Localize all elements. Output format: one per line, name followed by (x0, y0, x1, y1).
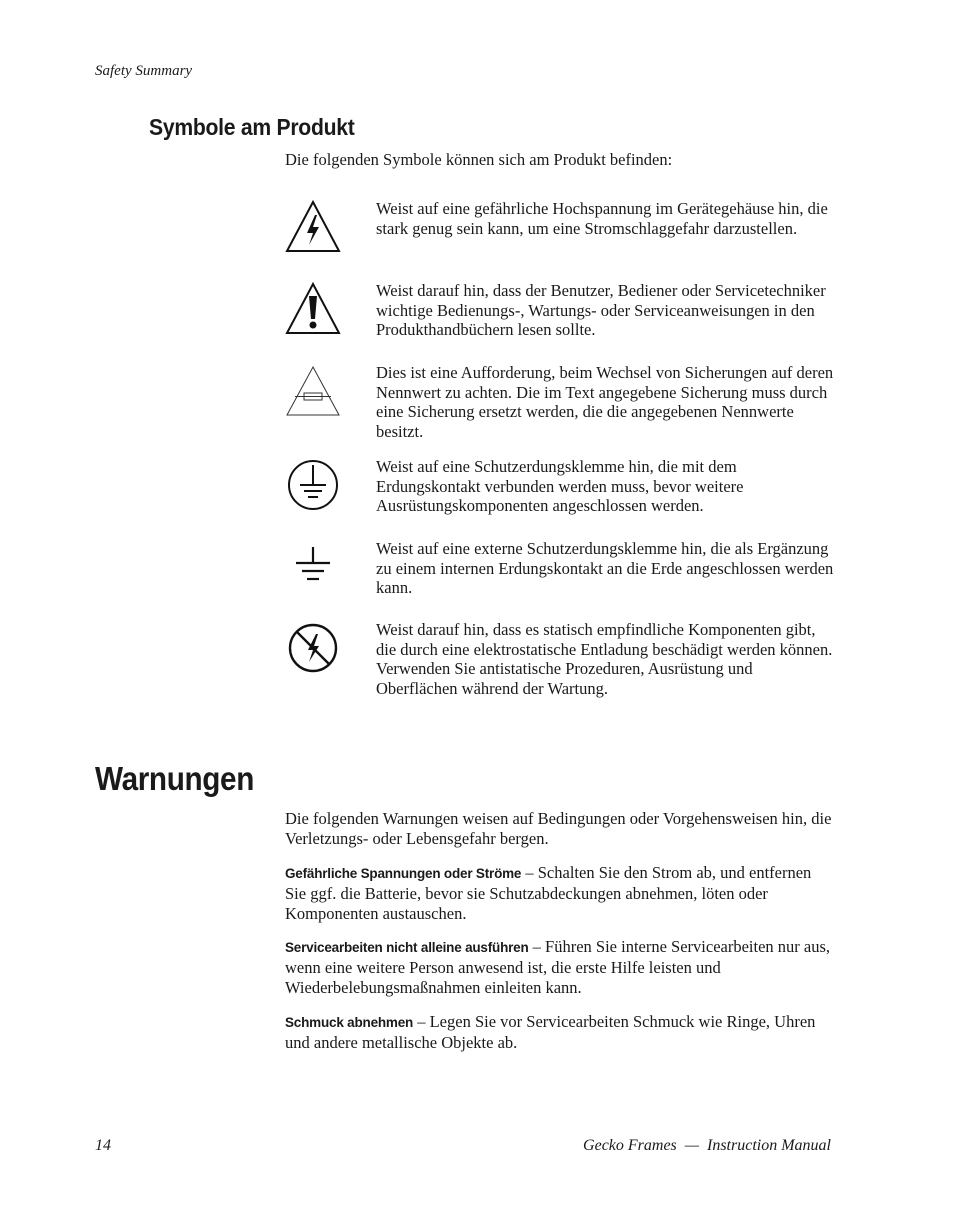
section-title-warnings: Warnungen (95, 760, 255, 797)
warning-lead: Servicearbeiten nicht alleine ausführen (285, 940, 529, 955)
warning-text: – Führen Sie interne Servicearbeiten nur aus, wenn eine weitere Person anwesend ist, die erste Hilfe leisten und Wiederbelebungsmaßnahmen einleiten kann. (285, 937, 831, 997)
warning-text: – Schalten Sie den Strom ab, und entfernen Sie ggf. die Batterie, bevor sie Schutzabdeckungen abnehmen, löten oder Komponenten austauschen. (285, 863, 812, 923)
fuse-warning-icon (285, 363, 341, 419)
symbol-text: Weist darauf hin, dass es statisch empfindliche Komponenten gibt, die durch eine elektrostatische Entladung beschädigt werden können. Verwenden Sie antistatische Prozeduren, Ausrüstung und Oberflächen während der Wartung. (376, 620, 833, 698)
protective-earth-icon (285, 457, 341, 513)
symbol-text: Weist auf eine Schutzerdungsklemme hin, die mit dem Erdungskontakt verbunden werden muss, bevor weitere Ausrüstungskomponenten angeschlossen werden. (376, 457, 744, 516)
esd-sensitive-icon (285, 620, 341, 676)
warning-text: – Legen Sie vor Servicearbeiten Schmuck wie Ringe, Uhren und andere metallische Objekte ab. (285, 1012, 816, 1052)
symbol-text: Weist auf eine externe Schutzerdungsklemme hin, die als Ergänzung zu einem internen Erdungskontakt an die Erde angeschlossen werden kann. (376, 539, 834, 598)
high-voltage-warning-icon (285, 199, 341, 255)
warning-lead: Gefährliche Spannungen oder Ströme (285, 866, 522, 881)
warning-item (285, 863, 833, 923)
warning-item (285, 1012, 833, 1053)
warnings-intro: Die folgenden Warnungen weisen auf Bedingungen oder Vorgehensweisen hin, die Verletzungs- oder Lebensgefahr bergen. (285, 809, 832, 848)
running-header: Safety Summary (95, 63, 193, 79)
ground-terminal-icon (285, 539, 341, 595)
warning-item (285, 937, 833, 997)
symbol-text: Weist auf eine gefährliche Hochspannung im Gerätegehäuse hin, die stark genug sein kann, um eine Stromschlaggefahr darzustellen. (376, 199, 828, 238)
symbol-text: Dies ist eine Aufforderung, beim Wechsel von Sicherungen auf deren Nennwert zu achten. Die im Text angegebene Sicherung muss durch eine Sicherung ersetzt werden, die die angegebenen Nennwerte besitzt. (376, 363, 834, 441)
warning-lead: Schmuck abnehmen (285, 1015, 414, 1030)
footer-manual-title: Gecko Frames — Instruction Manual (583, 1137, 831, 1154)
caution-exclamation-icon (285, 281, 341, 337)
section-title-symbols: Symbole am Produkt (149, 114, 355, 140)
symbols-intro: Die folgenden Symbole können sich am Produkt befinden: (285, 150, 673, 169)
page-number: 14 (95, 1137, 111, 1154)
symbol-text: Weist darauf hin, dass der Benutzer, Bediener oder Servicetechniker wichtige Bedienungs-, Wartungs- oder Serviceanweisungen in den Produkthandbüchern lesen sollte. (376, 281, 826, 340)
